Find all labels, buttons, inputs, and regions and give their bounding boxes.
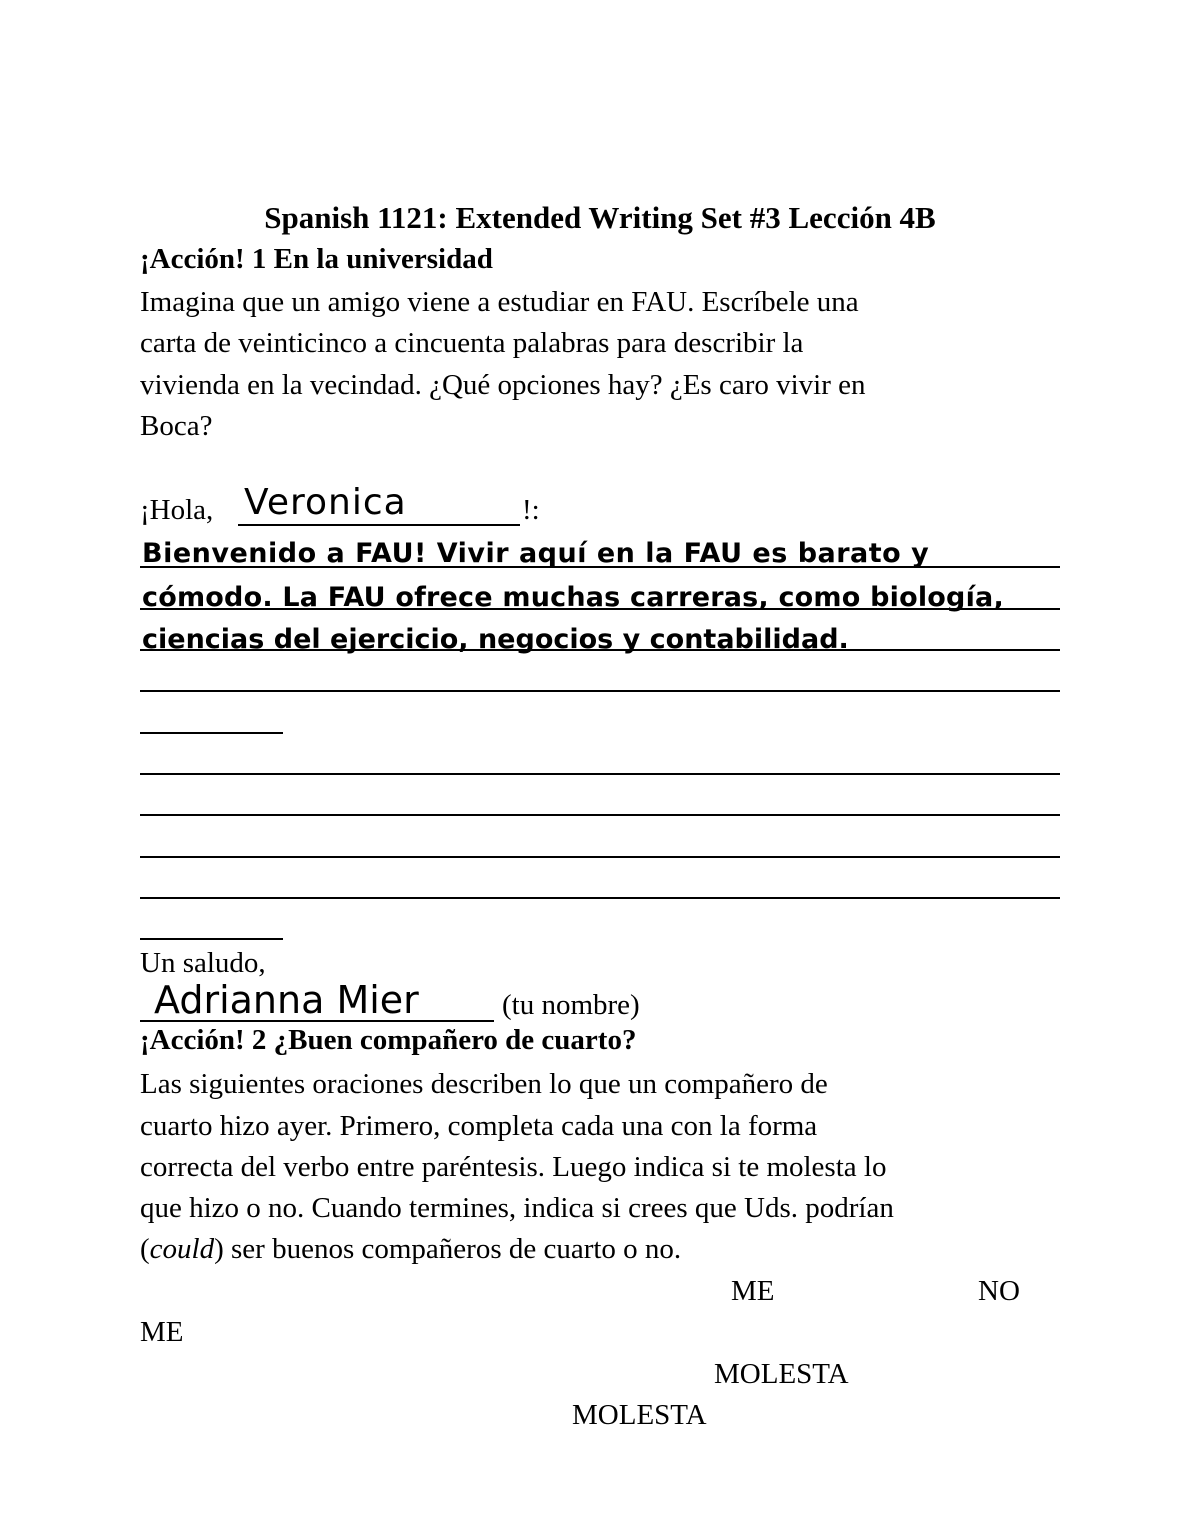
section-1-instruction-line-2: carta de veinticinco a cincuenta palabras para describir la xyxy=(140,327,804,359)
writing-line-1 xyxy=(140,566,1060,568)
open-paren: ( xyxy=(140,1233,150,1265)
writing-line-10-short xyxy=(140,938,283,940)
section-2-instruction-line-2: cuarto hizo ayer. Primero, completa cada una con la forma xyxy=(140,1110,818,1142)
greeting-suffix: !: xyxy=(522,494,540,526)
column-header-molesta-1: MOLESTA xyxy=(714,1358,849,1390)
writing-line-3 xyxy=(140,649,1060,651)
closing-text: Un saludo, xyxy=(140,947,266,979)
column-header-me: ME xyxy=(731,1275,775,1307)
writing-line-6 xyxy=(140,773,1060,775)
instruction-line-5-rest: ) ser buenos compañeros de cuarto o no. xyxy=(214,1233,682,1265)
column-header-molesta-2: MOLESTA xyxy=(572,1399,707,1431)
letter-line-2-handwritten: cómodo. La FAU ofrece muchas carreras, como biología, xyxy=(142,582,1004,613)
letter-line-1-handwritten: Bienvenido a FAU! Vivir aquí en la FAU es barato y xyxy=(142,538,930,569)
section-1-heading: ¡Acción! 1 En la universidad xyxy=(140,243,493,275)
greeting-prefix: ¡Hola, xyxy=(140,494,214,526)
writing-line-2 xyxy=(140,608,1060,610)
section-1-instruction-line-1: Imagina que un amigo viene a estudiar en FAU. Escríbele una xyxy=(140,286,859,318)
signature-blank xyxy=(140,1020,494,1022)
signature-hint: (tu nombre) xyxy=(502,989,640,1021)
signature-handwritten: Adrianna Mier xyxy=(154,978,419,1022)
writing-line-4 xyxy=(140,690,1060,692)
section-2-instruction-line-4: que hizo o no. Cuando termines, indica si crees que Uds. podrían xyxy=(140,1192,894,1224)
greeting-name-blank xyxy=(238,524,520,526)
section-2-instruction-line-5 xyxy=(140,1229,681,1271)
section-1-instruction-line-3: vivienda en la vecindad. ¿Qué opciones hay? ¿Es caro vivir en xyxy=(140,369,866,401)
writing-line-8 xyxy=(140,856,1060,858)
page-title: Spanish 1121: Extended Writing Set #3 Lección 4B xyxy=(264,200,936,235)
writing-line-5-short xyxy=(140,732,283,734)
section-2-heading: ¡Acción! 2 ¿Buen compañero de cuarto? xyxy=(140,1024,637,1056)
section-2-instruction-line-3: correcta del verbo entre paréntesis. Luego indica si te molesta lo xyxy=(140,1151,887,1183)
column-header-no: NO xyxy=(978,1275,1020,1307)
writing-line-7 xyxy=(140,814,1060,816)
writing-line-9 xyxy=(140,897,1060,899)
letter-line-3-handwritten: ciencias del ejercicio, negocios y contabilidad. xyxy=(142,624,849,655)
column-header-me-wrapped: ME xyxy=(140,1316,184,1348)
section-2-instruction-line-1: Las siguientes oraciones describen lo que un compañero de xyxy=(140,1068,828,1100)
greeting-name-handwritten: Veronica xyxy=(244,482,407,523)
section-1-instruction-line-4: Boca? xyxy=(140,410,213,442)
could-italic: could xyxy=(149,1233,215,1265)
